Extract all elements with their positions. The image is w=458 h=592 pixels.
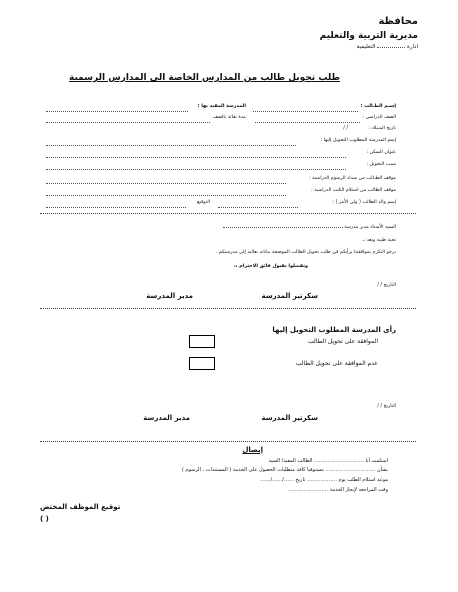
receipt-line-2: بشأن ………………………… مستوفيا كافة متطلبات الحصول على الخدمة ( المستندات ، الرسوم ) <box>181 467 388 473</box>
official-signature-field[interactable]: ( ) <box>40 515 49 523</box>
fees-field[interactable] <box>46 176 286 184</box>
letter-date: التاريخ / / <box>377 283 396 288</box>
school-to-field[interactable] <box>46 138 296 146</box>
row-books: موقف الطالب من استلام الكتب الدراسية : <box>46 188 396 197</box>
letter-greeting: تحية طيبة وبعد ،، <box>362 238 396 243</box>
row-school-to: إسم المدرسة المطلوب التحويل إليها : <box>46 138 396 147</box>
letter-to: السيد الأستاذ مدير مدرسة <box>223 225 396 230</box>
student-name-field[interactable] <box>253 104 358 112</box>
official-signature-label: توقيع الموظف المختص <box>40 503 121 511</box>
separator-2 <box>40 308 416 309</box>
school-field[interactable] <box>46 104 188 112</box>
guardian-field[interactable] <box>218 200 298 208</box>
row-student-name: إسـم الطـالب : المدرسة المقيد بها : <box>46 104 396 113</box>
form-title: طلب تحويل طالب من المدارس الخاصة الى المدارس الرسمية <box>69 73 340 83</box>
secretary-label-1: سكرتير المدرسة <box>261 292 318 300</box>
receipt-line-3: موعد استلام الطلب يوم ……………… تاريخ ……/……/…… <box>260 477 388 483</box>
department-label: ادارة التعليمية <box>356 44 418 50</box>
stay-period-field[interactable] <box>46 115 210 123</box>
secretary-label-2: سكرتير المدرسة <box>261 414 318 422</box>
receipt-heading: إيصال <box>242 446 263 454</box>
principal-label-2: مدير المدرسة <box>143 414 190 422</box>
address-field[interactable] <box>46 150 346 158</box>
province-label: محافظة <box>378 16 418 27</box>
grade-field[interactable] <box>255 115 360 123</box>
opinion-heading: رأى المدرسة المطلوب التحويل إليها <box>272 326 396 334</box>
row-fees: موقف الطـالب من سداد الرسوم الدراسية : <box>46 176 396 185</box>
approve-label: الموافقة على تحويل الطالب <box>308 338 378 345</box>
reject-label: عدم الموافقة على تحويل الطالب <box>295 360 378 367</box>
row-birth: تاريخ المـيلاد : / / <box>343 126 396 131</box>
reject-checkbox[interactable] <box>189 357 215 370</box>
books-field[interactable] <box>46 188 286 196</box>
separator-1 <box>40 213 416 214</box>
receipt-line-4: وقت المراجعة لإنجاز الخدمة …………………… <box>288 487 388 493</box>
separator-3 <box>40 441 416 442</box>
letter-request: نرجو التكرم بموافقتنا برأيكم في طلب تحويل الطالب الموضحة بياناته بعاليه إلى مدرستكم . <box>215 250 396 255</box>
date-2: التاريخ / / <box>377 404 396 409</box>
letter-closing: وتفضلوا بقبول فائق الاحترام ،، <box>233 264 308 269</box>
row-reason: سبب التحويل : <box>46 162 396 171</box>
principal-label-1: مدير المدرسة <box>146 292 193 300</box>
guardian-signature-field[interactable] <box>46 200 186 208</box>
reason-field[interactable] <box>46 162 346 170</box>
receipt-line-1: استلمت أنا ………………………… الطالب المقيد/ السيد <box>268 458 388 464</box>
row-address: عنوان السكن : <box>46 150 396 159</box>
row-grade: الصف الدراسي : مدة بقائه بالصف <box>46 115 396 124</box>
approve-checkbox[interactable] <box>189 335 215 348</box>
row-guardian: إسم والد الطالب ( ولي الأمر ) : التوقيع <box>46 200 396 209</box>
directorate-label: مديرية التربية والتعليم <box>319 31 418 41</box>
